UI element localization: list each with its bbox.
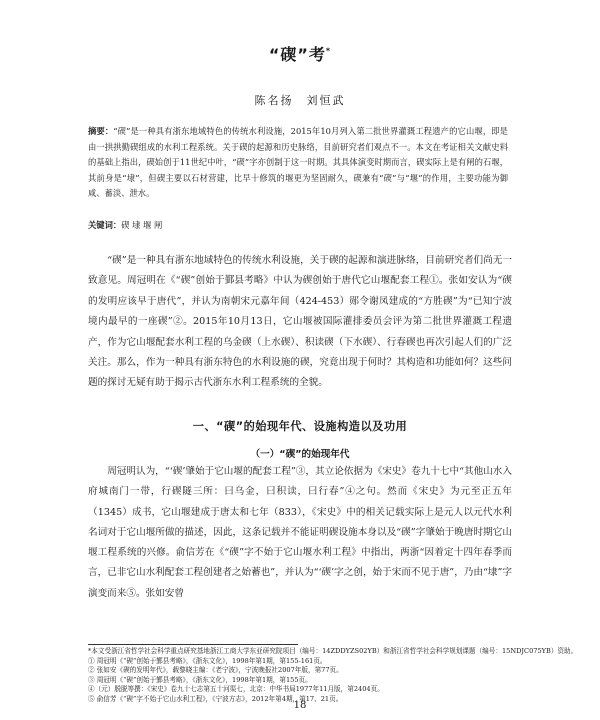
footnote: ① 周冠明《“碶”创始于鄞县考略》，《浙东文化》，1998年第1期，第155-161页。: [88, 656, 327, 665]
author-line: 陈名扬 刘恒武: [254, 94, 346, 107]
article-title-text: “碶”考: [268, 45, 326, 64]
footnote: ⑤ 俞信芳《“碶”字不始于它山水利工程》，《宁波方志》，2012年第4期，第17、21页。: [88, 694, 343, 703]
page-number: 18: [293, 700, 307, 711]
abstract: [88, 124, 508, 202]
section-heading: 一、“碶”的始现年代、设施构造以及功用: [192, 420, 408, 433]
intro-paragraph: “碶”是一种具有浙东地域特色的传统水利设施，关于碶的起源和演进脉络，目前研究者们尚无一致意见。周冠明在《“碶”创始于鄞县考略》中认为碶创始于唐代它山堰配套工程①。张如安认为“碶的发明应该早于唐代”，并认为南朝宋元嘉年间（424-453）郧令谢凤建成的“方胜碶”为“已知宁波境内最早的一座碶”②。2015年10月13日，它山堰被国际灌排委员会评为第二批世界灌溉工程遗产，作为它山堰配套水利工程的乌金碶（上水碶）、积读碶（下水碶）、行春碶也再次引起人们的广泛关注。那么，作为一种具有浙东特色的水利设施的碶，究竟出现于何时？其构造和功能如何？这些问题的探讨无疑有助于揭示古代浙东水利工程系统的全貌。: [88, 255, 512, 389]
footnotes: [88, 647, 578, 705]
keywords-label: 关键词：: [88, 220, 122, 230]
sub-heading: （一）“碶”的始现年代: [250, 449, 350, 460]
footnote: *本文受浙江省哲学社会科学重点研究基地浙江工商大学东亚研究院项目（编号：14ZDDYZS02YB）和浙江省哲学社会科学规划课题（编号：15NDJC075YB）资助。: [88, 647, 578, 655]
footnote: ③ 周冠明《“碶”创始于鄞县考略》，《浙东文化》，1998年第1期，第155页。: [88, 675, 312, 684]
footnote-divider: [88, 644, 298, 645]
article-title: [0, 42, 600, 65]
abstract-label: 摘要：: [88, 126, 114, 136]
footnote: ④（元）脱脱等撰：《宋史》卷九十七志第五十河渠七，北京：中华书局1977年11月版，第2404页。: [88, 685, 384, 694]
keywords: [88, 218, 508, 232]
abstract-text: “碶”是一种具有浙东地域特色的传统水利设施，2015年10月列入第二批世界灌溉工程遗产的它山堰，即是由一拱拱勤碶组成的水利工程系统。关于碶的起源和历史脉络，目前研究者们观点不一。本文在考证相关文献史料的基础上指出，碶始创于11世纪中叶，“碶”字亦创制于这一时期。其具体演变时期而言，碶实际上是有闸的石堰，其前身是“埭”，但碶主要以石材营建，比早十修筑的堰更为坚固耐久，碶兼有“碶”与“堰”的作用，主要功能为御咸、蓄淡、泄水。: [88, 126, 508, 198]
keywords-text: 碶 埭 堰 闸: [121, 220, 163, 230]
title-footnote-mark: *: [325, 46, 332, 56]
footnote: ② 张如安《碶的发明年代》，载黎晓主编：《老宁波》，宁波晚报社2007年版，第77页。: [88, 666, 343, 675]
body-paragraph: 周冠明认为，“‘碶’肇始于它山堰的配套工程”③，其立论依据为《宋史》卷九十七中“其他山水入府城南门一带，行碶隧三所：曰乌金，曰积读，曰行春”④之句。然而《宋史》为元至正五年（1345）成书，它山堰建成于唐太和七年（833），《宋史》中的相关记载实际上是元人以元代水利名词对于它山堰所做的描述，因此，这条记载并不能证明碶设施本身以及“碶”字肇始于晚唐时期它山堰工程系统的兴修。俞信芳在《“碶”字不始于它山堰水利工程》中指出，两浙“因着定十四年春季而言，已非它山水利配套工程创建者之始蓄也”，并认为“‘碶’字之创，始于宋而不见于唐”，乃由“埭”字演变而来⑤。张如安曾: [88, 466, 512, 599]
